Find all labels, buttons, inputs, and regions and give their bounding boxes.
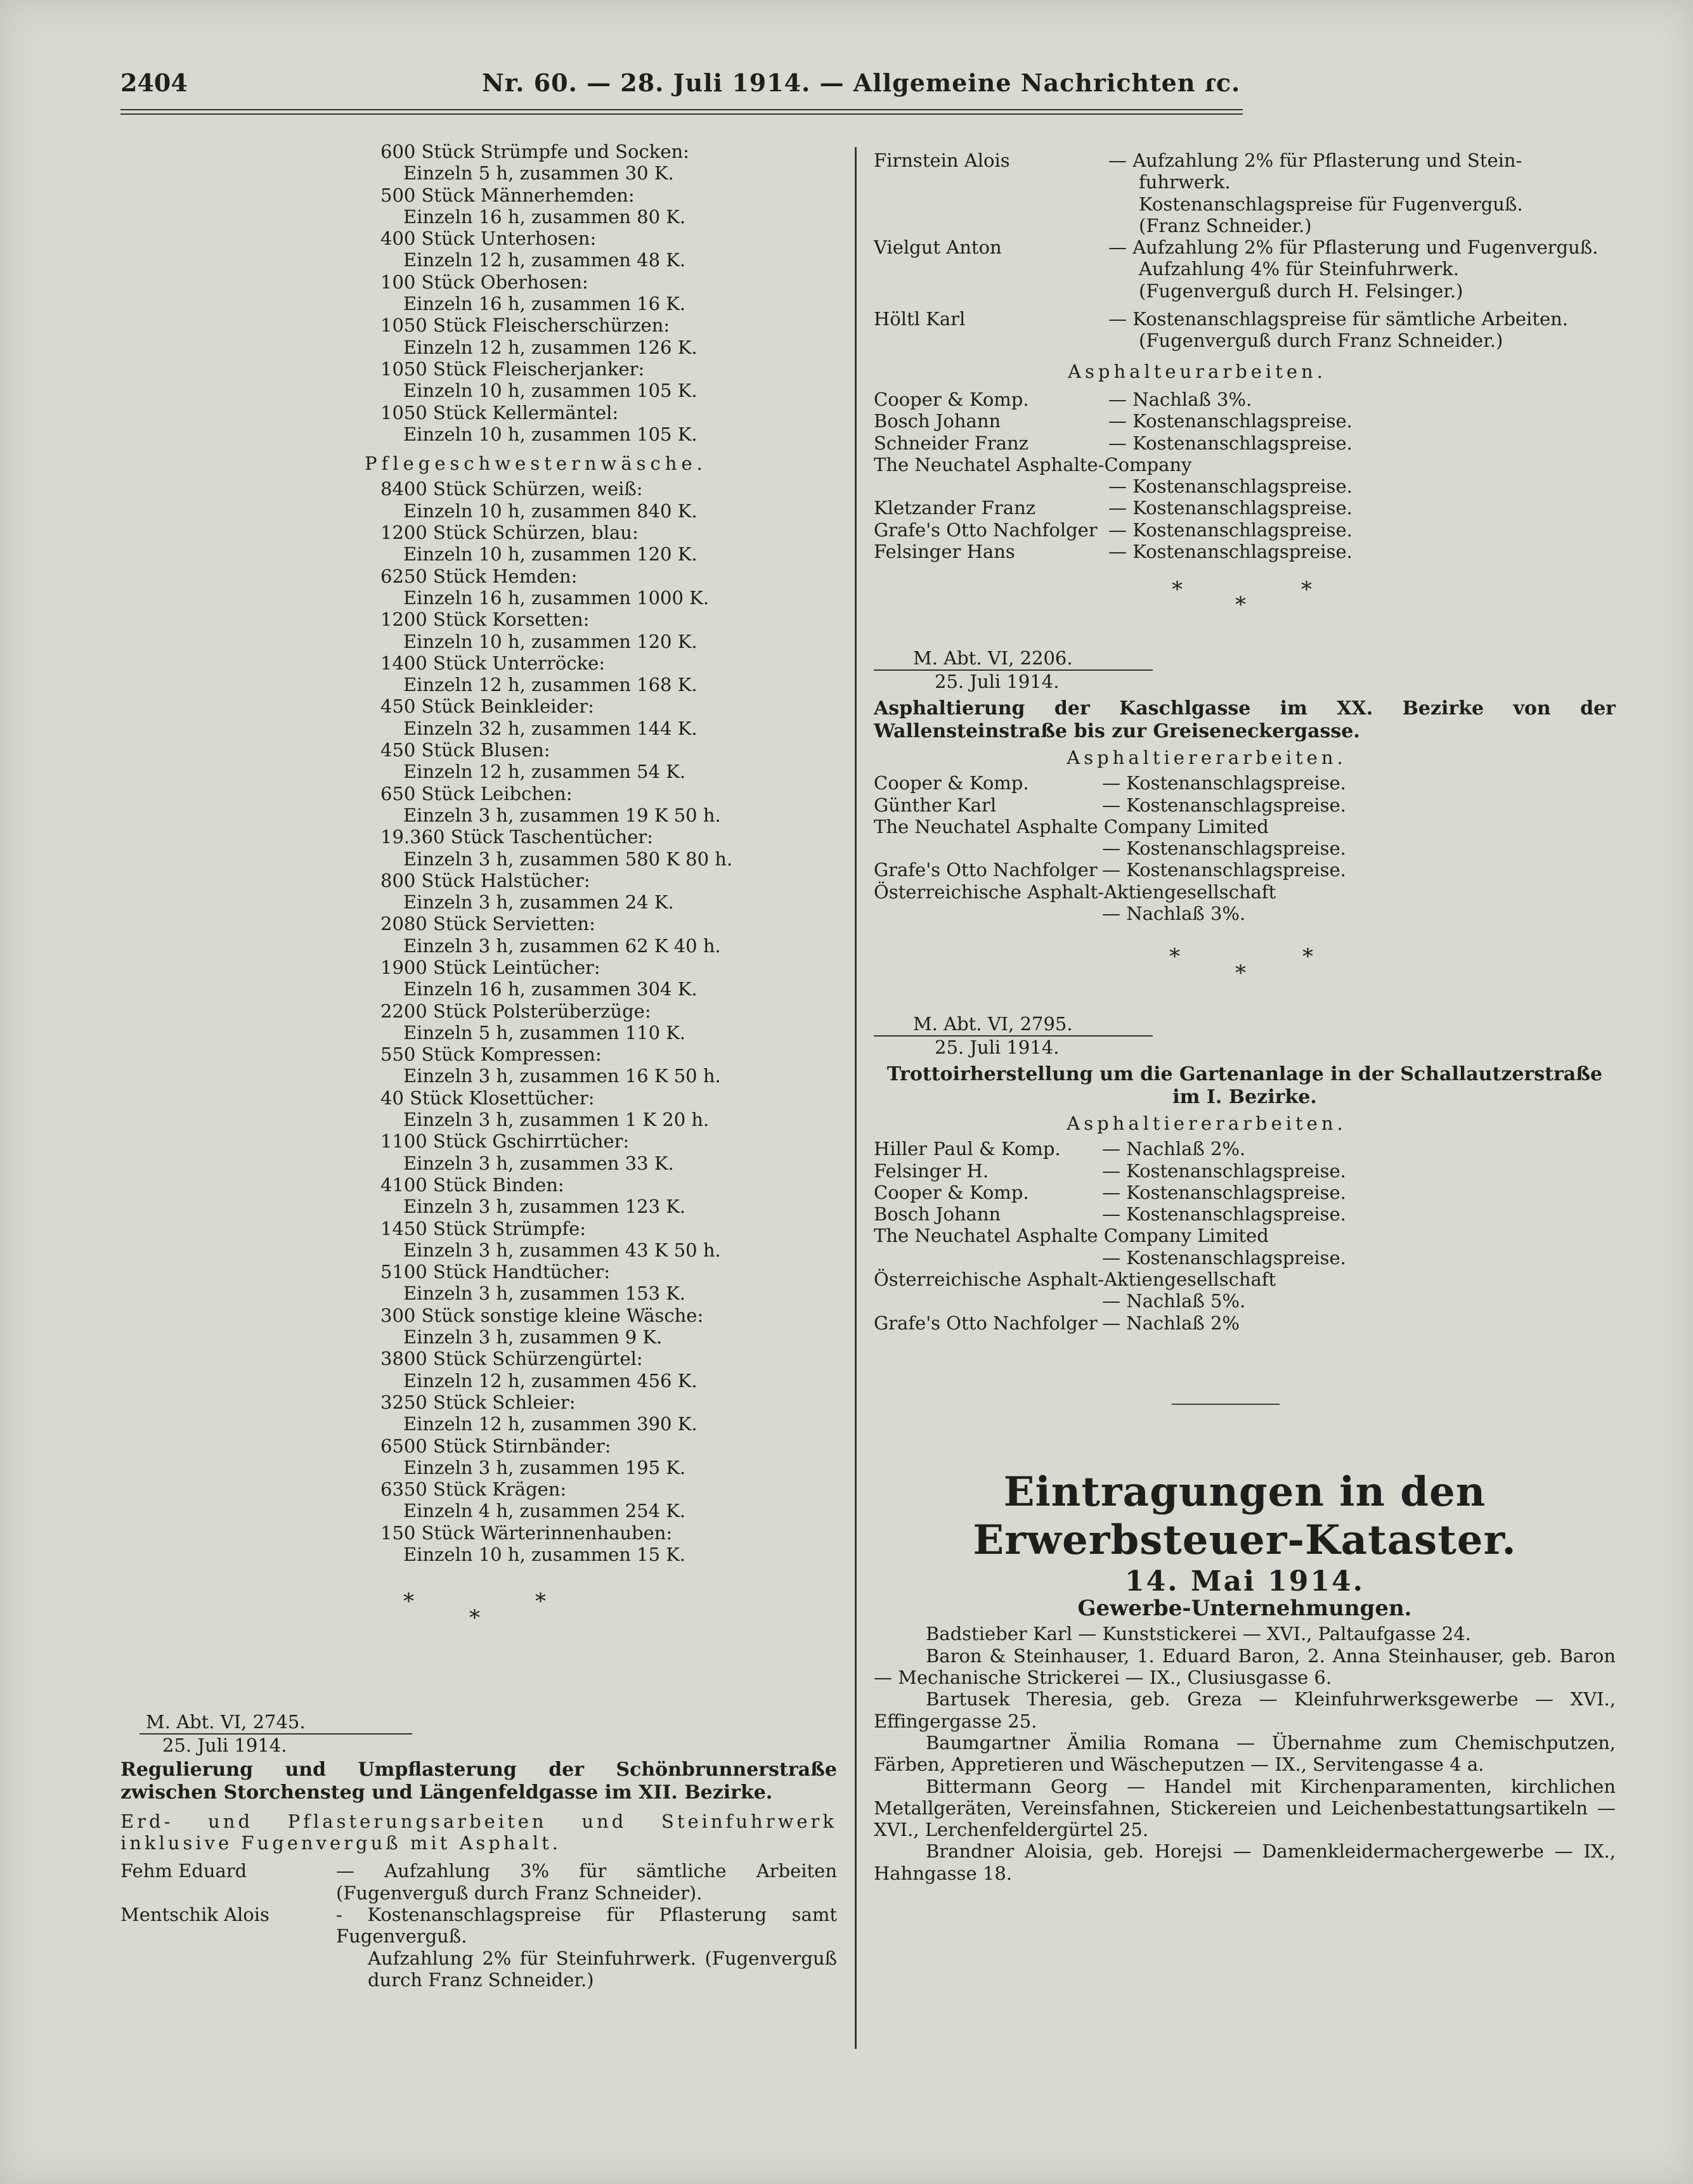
bid-row (874, 794, 1616, 816)
list-item: 800 Stück Halstücher: (380, 869, 590, 891)
bid-row (874, 1203, 1616, 1225)
list-item: 400 Stück Unterhosen: (380, 228, 597, 250)
list-item-price: Einzeln 32 h, zusammen 144 K. (403, 717, 697, 739)
notice-2745 (120, 1711, 837, 1991)
notice-2795 (874, 1013, 1616, 1334)
register-entry: Baron & Steinhauser, 1. Eduard Baron, 2. Anna Steinhauser, geb. Baron — Mechanische Strickerei — IX., Clusiusgasse 6. (874, 1644, 1616, 1689)
notice-works: Asphaltiererarbeiten. (1067, 746, 1347, 768)
bid-text: — Kostenanschlagspreise. (1102, 837, 1346, 860)
bid-firm: The Neuchatel Asphalte Company Limited (874, 1225, 1269, 1247)
list-item-price: Einzeln 12 h, zusammen 456 K. (403, 1369, 697, 1392)
bid-line: (Fugenverguß durch H. Felsinger.) (1139, 280, 1463, 302)
bid-text: — Kostenanschlagspreise. (1108, 519, 1352, 541)
star: * (1302, 944, 1313, 970)
bid-firm: Mentschik Alois (120, 1904, 269, 1926)
bid-row (874, 150, 1616, 236)
notice-2206 (874, 647, 1616, 924)
list-item-price: Einzeln 12 h, zusammen 54 K. (403, 761, 686, 783)
bid-text: — Kostenanschlagspreise. (1102, 1203, 1346, 1225)
bid-firm: Cooper & Komp. (874, 388, 1029, 410)
bid-text: — Nachlaß 2% (1102, 1312, 1240, 1334)
asphalt-heading: Asphalteurarbeiten. (1068, 360, 1327, 382)
page-header (120, 68, 1598, 107)
bid-row (874, 389, 1616, 410)
list-item: 650 Stück Leibchen: (380, 782, 573, 804)
bid-text: — Kostenanschlagspreise. (1102, 1246, 1346, 1269)
notice-bids (874, 772, 1616, 924)
bid-firm: Cooper & Komp. (874, 772, 1029, 794)
bid-row (874, 519, 1616, 541)
list-item-price: Einzeln 3 h, zusammen 62 K 40 h. (403, 934, 721, 957)
list-item: 19.360 Stück Taschentücher: (380, 826, 653, 848)
list-item: 1050 Stück Fleischerschürzen: (380, 314, 670, 337)
bid-row (874, 308, 1616, 352)
bid-text: — Nachlaß 3%. (1102, 903, 1246, 925)
bid-firm: Günther Karl (874, 794, 997, 816)
bid-firm: The Neuchatel Asphalte Company Limited (874, 815, 1269, 837)
list-item: 600 Stück Strümpfe und Socken: (380, 141, 689, 162)
laundry-list (120, 141, 837, 445)
notice-title: Asphaltierung der Kaschlgasse im XX. Bezirke von der Wallensteinstraße bis zur Greiseneckergasse. (874, 697, 1616, 742)
list-item: 1050 Stück Fleischerjanker: (380, 358, 645, 380)
notice-title: Trottoirherstellung um die Gartenanlage in der Schallautzerstraße im I. Bezirke. (886, 1063, 1603, 1108)
separator-stars (120, 1565, 837, 1711)
list-item: 3800 Stück Schürzengürtel: (380, 1348, 643, 1370)
list-item-price: Einzeln 10 h, zusammen 840 K. (403, 500, 697, 522)
bid-firm: Bosch Johann (874, 410, 1001, 432)
star: * (535, 1589, 546, 1615)
list-item: 6350 Stück Krägen: (380, 1478, 567, 1501)
list-item-price: Einzeln 16 h, zusammen 16 K. (403, 293, 686, 315)
notice-ref: M. Abt. VI, 2745. (146, 1711, 306, 1733)
bid-text: — Nachlaß 3%. (1108, 388, 1252, 410)
bid-firm: Grafe's Otto Nachfolger (874, 1312, 1098, 1334)
bid-line: (Fugenverguß durch Franz Schneider.) (1139, 330, 1503, 352)
bid-firm: The Neuchatel Asphalte-Company (874, 453, 1192, 475)
list-item-price: Einzeln 10 h, zusammen 105 K. (403, 380, 697, 402)
bid-line: Kostenanschlagspreise für Fugenverguß. (1139, 193, 1523, 215)
list-item: 1200 Stück Schürzen, blau: (380, 522, 639, 544)
list-item-price: Einzeln 12 h, zusammen 126 K. (403, 336, 697, 358)
list-item-price: Einzeln 3 h, zusammen 19 K 50 h. (403, 804, 721, 826)
list-item-price: Einzeln 12 h, zusammen 168 K. (403, 674, 697, 696)
bid-row (120, 1904, 837, 1948)
bid-firm: Firnstein Alois (874, 150, 1010, 171)
running-head: Nr. 60. — 28. Juli 1914. — Allgemeine Nachrichten ɾc. (482, 68, 1241, 97)
bid-row (874, 497, 1616, 519)
bid-firm: Cooper & Komp. (874, 1181, 1029, 1203)
bid-firm: Felsinger Hans (874, 541, 1015, 563)
list-item: 150 Stück Wärterinnenhauben: (380, 1522, 673, 1544)
notice-ref: M. Abt. VI, 2795. (913, 1013, 1073, 1035)
list-item-price: Einzeln 16 h, zusammen 1000 K. (403, 586, 710, 609)
list-item-price: Einzeln 10 h, zusammen 120 K. (403, 543, 697, 565)
bid-line: — Aufzahlung 2% für Pflasterung und Stein- (1108, 150, 1522, 171)
star: * (1301, 577, 1312, 603)
separator-stars (874, 924, 1616, 1013)
right-column (874, 150, 1616, 1884)
bid-row (120, 1948, 837, 1991)
list-item-price: Einzeln 3 h, zusammen 43 K 50 h. (403, 1239, 721, 1261)
bid-row (874, 1312, 1616, 1334)
list-item: 100 Stück Oberhosen: (380, 271, 588, 293)
list-item-price: Einzeln 3 h, zusammen 24 K. (403, 891, 674, 914)
list-item-price: Einzeln 3 h, zusammen 580 K 80 h. (403, 848, 733, 870)
notice-works: Asphaltiererarbeiten. (1067, 1112, 1347, 1134)
bid-text: - Kostenanschlagspreise für Pflasterung samt Fugenverguß. (336, 1904, 837, 1948)
bid-text: — Kostenanschlagspreise. (1108, 410, 1352, 432)
bids-continued (874, 150, 1616, 352)
page-number: 2404 (120, 68, 188, 97)
notice-bids (874, 1138, 1616, 1334)
list-item: 3250 Stück Schleier: (380, 1391, 576, 1413)
list-item-price: Einzeln 3 h, zusammen 1 K 20 h. (403, 1109, 710, 1131)
list-item: 8400 Stück Schürzen, weiß: (380, 478, 643, 500)
bid-line: Aufzahlung 4% für Steinfuhrwerk. (1139, 258, 1459, 280)
list-item-price: Einzeln 3 h, zusammen 9 K. (403, 1326, 663, 1348)
bid-line: fuhrwerk. (1139, 171, 1231, 193)
bid-firm: Grafe's Otto Nachfolger (874, 519, 1098, 541)
bid-text: — Kostenanschlagspreise. (1108, 432, 1352, 454)
bid-line: (Franz Schneider.) (1139, 214, 1312, 236)
notice-title: Regulierung und Umpflasterung der Schönbrunnerstraße zwischen Storchensteg und Längenfeldgasse im XII. Bezirke. (120, 1758, 837, 1804)
star: * (403, 1589, 414, 1615)
star: * (1235, 592, 1246, 618)
nurse-list (120, 478, 837, 1565)
list-item-price: Einzeln 10 h, zusammen 15 K. (403, 1544, 686, 1565)
star: * (1235, 960, 1246, 986)
bid-line: — Kostenanschlagspreise für sämtliche Arbeiten. (1108, 308, 1569, 330)
bid-row (874, 772, 1616, 794)
list-item: 2200 Stück Polsterüberzüge: (380, 1000, 651, 1022)
register-entry: Badstieber Karl — Kunststickerei — XVI., Paltaufgasse 24. (926, 1623, 1471, 1645)
list-item: 1200 Stück Korsetten: (380, 609, 590, 631)
bid-firm (120, 1948, 368, 1991)
list-item: 550 Stück Kompressen: (380, 1044, 602, 1066)
separator-stars (874, 562, 1616, 645)
bid-lines (1108, 150, 1523, 236)
list-item-price: Einzeln 5 h, zusammen 30 K. (403, 162, 674, 184)
list-item: 6500 Stück Stirnbänder: (380, 1435, 611, 1457)
bid-text: — Kostenanschlagspreise. (1102, 1181, 1346, 1203)
list-item: 1900 Stück Leintücher: (380, 956, 600, 978)
notice-date: 25. Juli 1914. (162, 1734, 287, 1756)
list-item-price: Einzeln 5 h, zusammen 110 K. (403, 1021, 686, 1044)
bid-text: — Kostenanschlagspreise. (1108, 497, 1352, 519)
bid-row (874, 859, 1616, 881)
bid-text: — Kostenanschlagspreise. (1108, 541, 1352, 563)
list-item: 1050 Stück Kellermäntel: (380, 401, 619, 423)
bid-line: — Aufzahlung 2% für Pflasterung und Fugenverguß. (1108, 236, 1599, 259)
list-item: 2080 Stück Servietten: (380, 913, 595, 935)
list-item: 1100 Stück Gschirrtücher: (380, 1130, 630, 1153)
list-item-price: Einzeln 16 h, zusammen 80 K. (403, 205, 686, 228)
bid-text: — Kostenanschlagspreise. (1102, 859, 1346, 881)
bid-text: — Kostenanschlagspreise. (1102, 772, 1346, 794)
register-entries (874, 1623, 1616, 1884)
bid-row (874, 1138, 1616, 1160)
bid-lines (1108, 236, 1598, 302)
list-item: 450 Stück Beinkleider: (380, 695, 594, 718)
nurse-heading: Pflegeschwesternwäsche. (365, 453, 707, 475)
notice-works: Erd- und Pflasterungsarbeiten und Steinfuhrwerk inklusive Fugenverguß mit Asphalt. (120, 1810, 837, 1854)
bid-firm: Fehm Eduard (120, 1860, 247, 1882)
list-item-price: Einzeln 12 h, zusammen 390 K. (403, 1413, 697, 1435)
list-item-price: Einzeln 3 h, zusammen 123 K. (403, 1196, 686, 1218)
list-item: 450 Stück Blusen: (380, 739, 550, 761)
list-item: 1450 Stück Strümpfe: (380, 1217, 587, 1239)
tax-register (874, 1468, 1616, 1884)
list-item: 4100 Stück Binden: (380, 1173, 564, 1196)
list-item-price: Einzeln 12 h, zusammen 48 K. (403, 249, 686, 271)
bid-text: — Nachlaß 5%. (1102, 1290, 1246, 1312)
register-entry: Bartusek Theresia, geb. Greza — Kleinfuhrwerksgewerbe — XVI., Effingergasse 25. (874, 1688, 1616, 1732)
list-item: 6250 Stück Hemden: (380, 565, 578, 587)
bid-text: Aufzahlung 2% für Steinfuhrwerk. (Fugenverguß durch Franz Schneider.) (368, 1947, 837, 1991)
bid-firm: Hiller Paul & Komp. (874, 1138, 1061, 1160)
bid-firm: Höltl Karl (874, 308, 966, 330)
bid-firm: Vielgut Anton (874, 236, 1002, 259)
left-column (120, 141, 837, 1991)
asphalt-bids (874, 389, 1616, 562)
list-item: 500 Stück Männerhemden: (380, 184, 635, 206)
bid-row (874, 541, 1616, 562)
list-item-price: Einzeln 10 h, zusammen 120 K. (403, 630, 697, 652)
register-date: 14. Mai 1914. (1125, 1565, 1365, 1598)
bid-firm: Felsinger H. (874, 1160, 989, 1182)
notice-ref: M. Abt. VI, 2206. (913, 647, 1073, 669)
bid-firm: Grafe's Otto Nachfolger (874, 859, 1098, 881)
bid-firm: Bosch Johann (874, 1203, 1001, 1225)
bid-text: — Aufzahlung 3% für sämtliche Arbeiten (Fugenverguß durch Franz Schneider). (336, 1860, 837, 1904)
bid-row (874, 236, 1616, 302)
list-item: 5100 Stück Handtücher: (380, 1261, 611, 1283)
list-item: 300 Stück sonstige kleine Wäsche: (380, 1304, 704, 1326)
register-entry: Bittermann Georg — Handel mit Kirchenparamenten, kirchlichen Metallgeräten, Vereinsfahnen, Stickereien und Leichenbestattungsartikeln — XVI., Lerchenfeldergürtel 25. (874, 1775, 1616, 1841)
bid-row (874, 410, 1616, 432)
list-item-price: Einzeln 3 h, zusammen 33 K. (403, 1152, 674, 1174)
list-item-price: Einzeln 3 h, zusammen 16 K 50 h. (403, 1065, 721, 1087)
bid-row (120, 1860, 837, 1904)
register-entry: Brandner Aloisia, geb. Horejsi — Damenkleidermachergewerbe — IX., Hahngasse 18. (874, 1840, 1616, 1884)
section-rule (1172, 1404, 1280, 1405)
list-item: 40 Stück Klosettücher: (380, 1087, 595, 1109)
bid-firm: Österreichische Asphalt-Aktiengesellschaft (874, 881, 1276, 903)
column-divider (855, 147, 857, 2049)
bid-text: — Kostenanschlagspreise. (1102, 1160, 1346, 1182)
bid-lines (1108, 308, 1568, 352)
star: * (1172, 577, 1183, 603)
bid-text: — Kostenanschlagspreise. (1102, 794, 1346, 816)
list-item-price: Einzeln 4 h, zusammen 254 K. (403, 1500, 686, 1522)
star: * (1169, 944, 1180, 970)
bid-text: — Kostenanschlagspreise. (1108, 475, 1352, 498)
bid-firm: Österreichische Asphalt-Aktiengesellschaft (874, 1268, 1276, 1290)
list-item: 1400 Stück Unterröcke: (380, 652, 606, 674)
notice-date: 25. Juli 1914. (935, 670, 1060, 692)
bid-text: — Nachlaß 2%. (1102, 1138, 1246, 1160)
bid-firm: Kletzander Franz (874, 497, 1036, 519)
register-entry: Baumgartner Ämilia Romana — Übernahme zum Chemischputzen, Färben, Appretieren und Wäscheputzen — IX., Servitengasse 4 a. (874, 1731, 1616, 1776)
bid-row (874, 432, 1616, 454)
notice-date: 25. Juli 1914. (935, 1036, 1060, 1058)
list-item-price: Einzeln 10 h, zusammen 105 K. (403, 423, 697, 445)
bid-row (874, 1182, 1616, 1203)
register-title: Eintragungen in den Erwerbsteuer-Kataster. (973, 1468, 1517, 1564)
bid-firm: Schneider Franz (874, 432, 1028, 454)
register-subtitle: Gewerbe-Unternehmungen. (1077, 1596, 1412, 1622)
star: * (469, 1605, 480, 1631)
list-item-price: Einzeln 16 h, zusammen 304 K. (403, 978, 697, 1000)
bid-row (874, 1160, 1616, 1182)
header-rule (120, 109, 1243, 115)
list-item-price: Einzeln 3 h, zusammen 153 K. (403, 1283, 686, 1305)
list-item-price: Einzeln 3 h, zusammen 195 K. (403, 1456, 686, 1478)
